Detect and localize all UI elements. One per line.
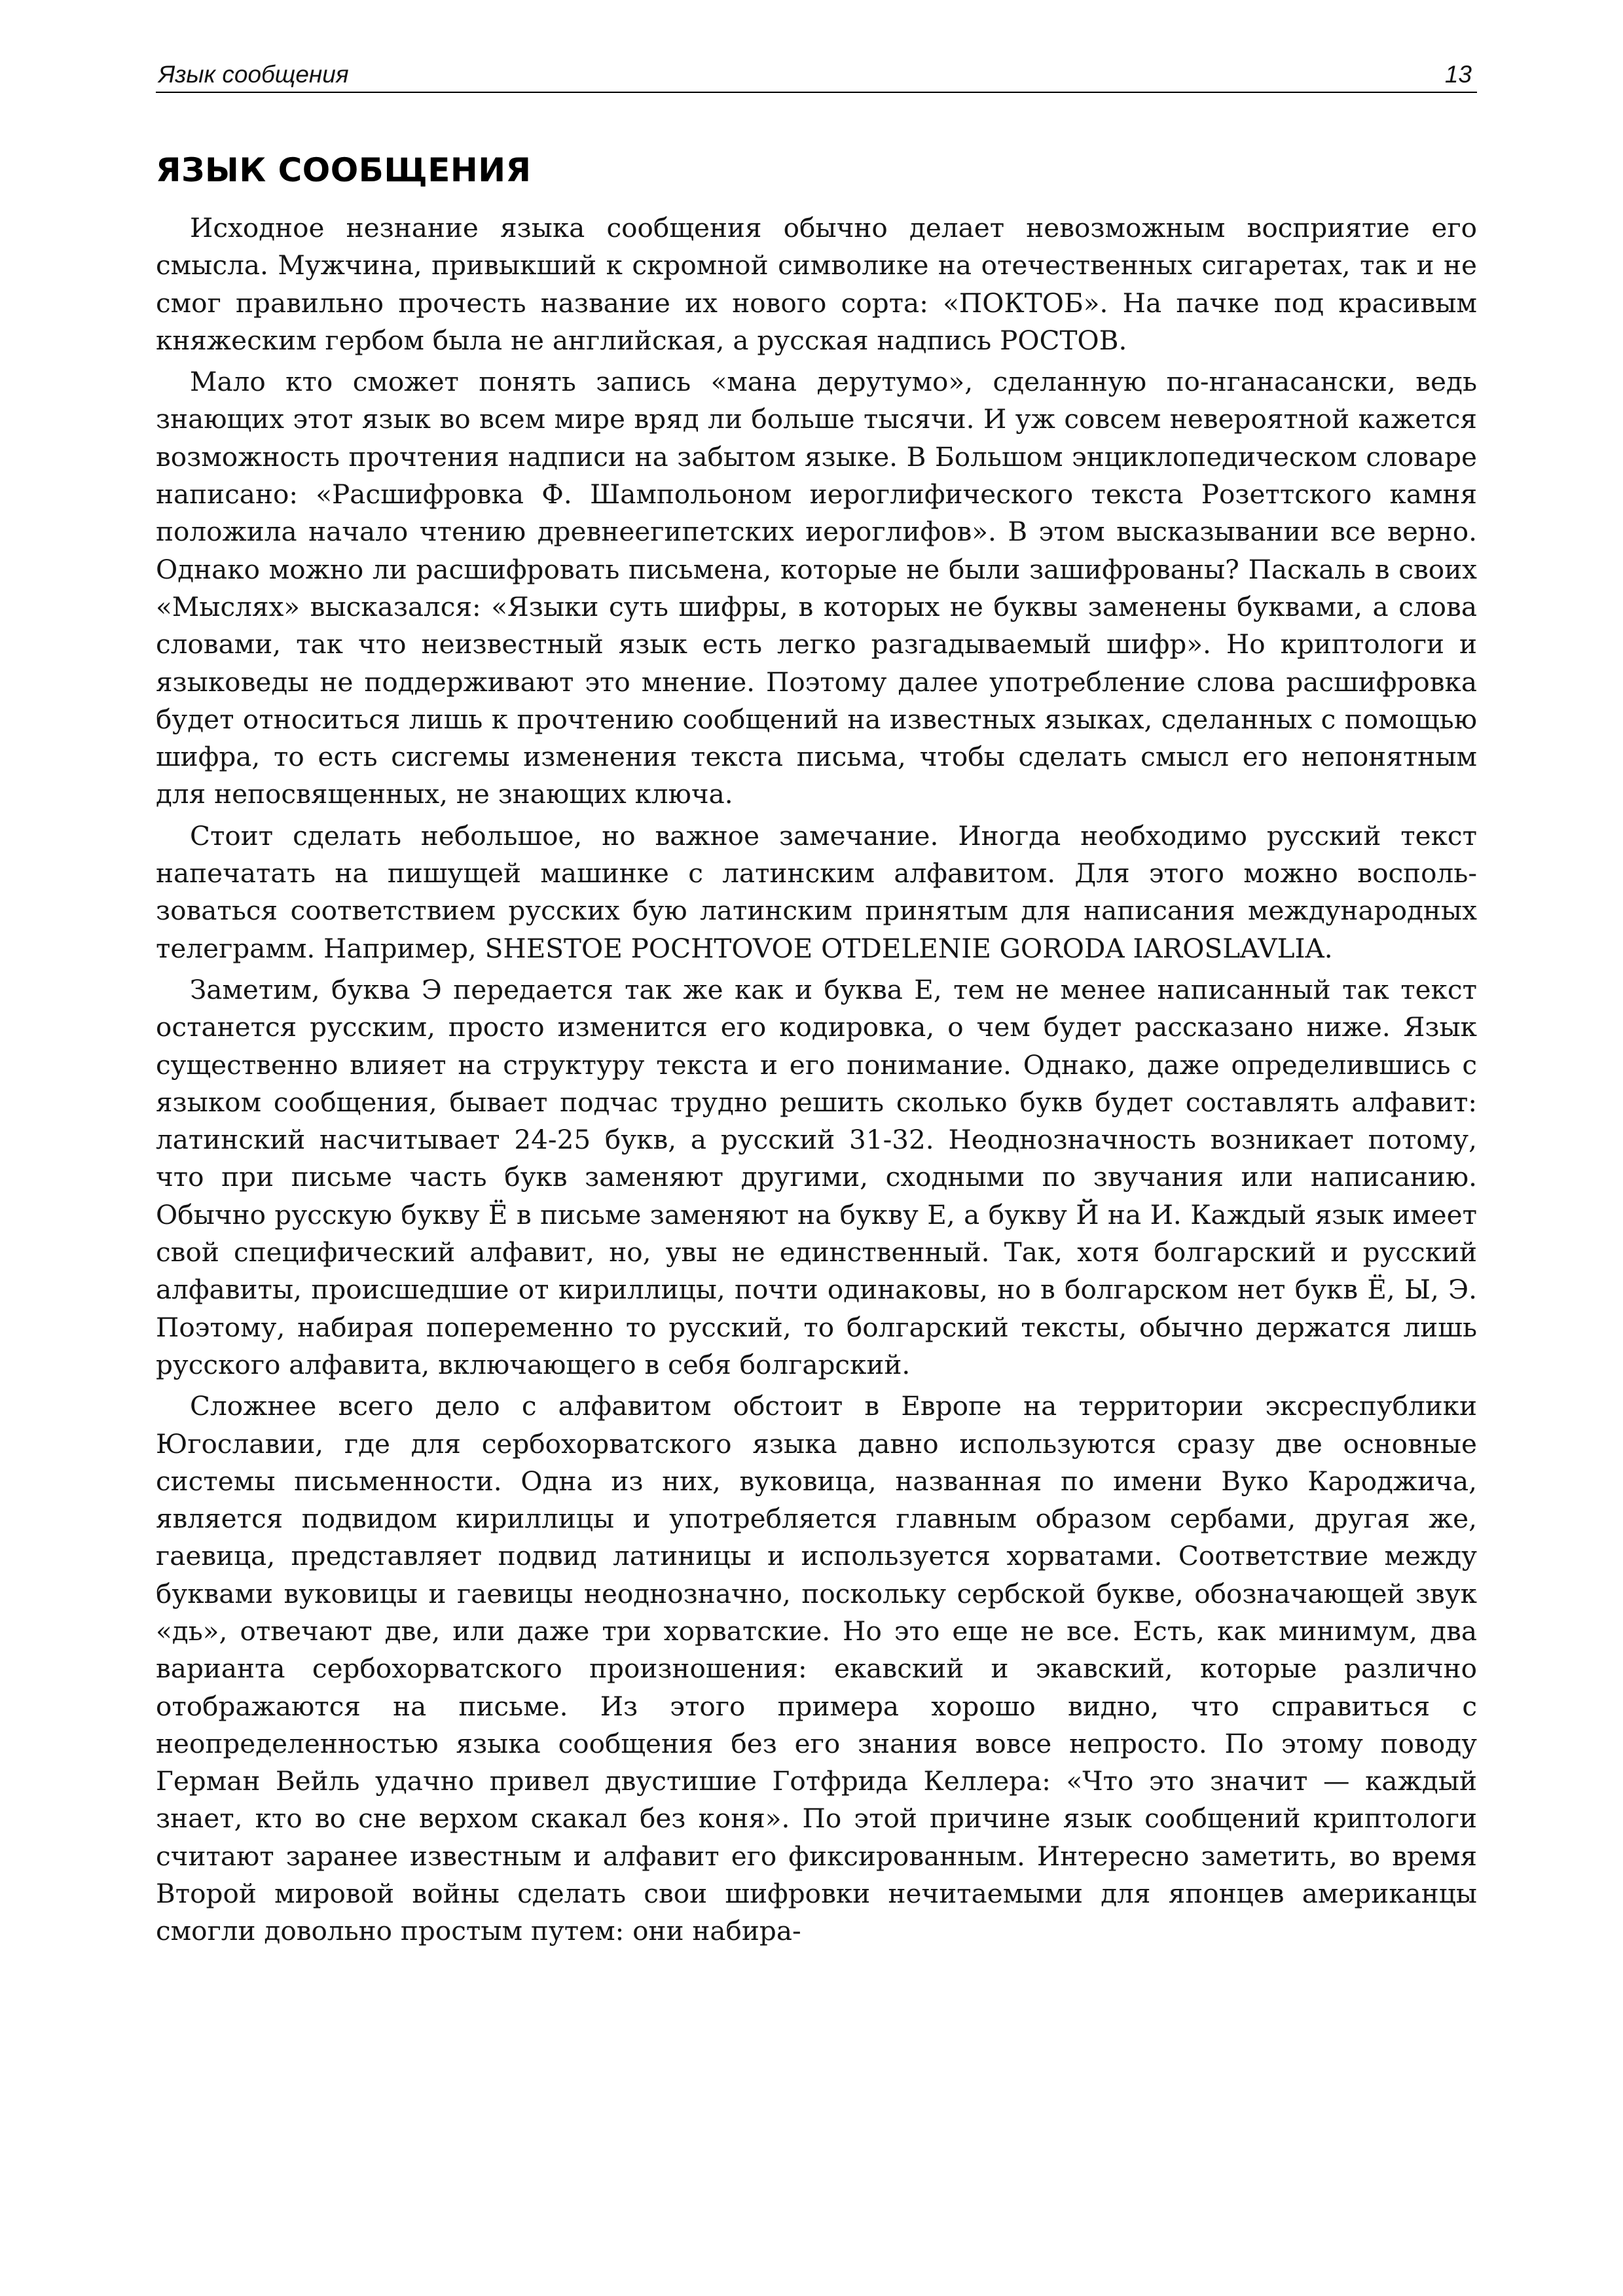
book-page bbox=[156, 0, 1477, 2296]
paragraph: Мало кто сможет понять запись «мана дерутумо», сделанную по-нганасански, ведь знающих этот язык во всем мире вряд ли больше тысячи. И уж совсем невероятной кажется возможность прочтения надписи на забытом языке. В Большом энциклопедическом словаре написано: «Расшифровка Ф. Шампольоном иероглифического текста Розеттского камня положила начало чтению древнеегипетских иероглифов». В этом высказывании все верно. Однако можно ли расшифровать письмена, которые не были зашифрованы? Паскаль в своих «Мыслях» высказался: «Языки суть шифры, в которых не буквы заменены буквами, а слова словами, так что неизвестный язык есть легко разгадываемый шифр». Но криптологи и языковеды не поддерживают это мнение. Поэтому далее употребление слова расшифровка будет относиться лишь к прочтению сообщений на известных языках, сделанных с помощью шифра, то есть сисгемы изменения текста письма, чтобы сделать смысл его непонятным для непосвященных, не знающих ключа. bbox=[156, 366, 1477, 810]
page-number: 13 bbox=[1444, 61, 1472, 88]
running-head-title: Язык сообщения bbox=[158, 61, 349, 88]
section-heading: ЯЗЫК СООБЩЕНИЯ bbox=[156, 151, 532, 189]
paragraph: Сложнее всего дело с алфавитом обстоит в Европе на территории экcреспублики Югославии, где для сербохорватского языка давно используются сразу две основные системы письменности. Одна из них, вуковица, названная по имени Вуко Кароджича, является подвидом кириллицы и употребляется главным образом сербами, другая же, гаевица, представляет подвид латиницы и используется хорватами. Соответствие между буквами вуковицы и гаевицы неоднозначно, поскольку сербской букве, обозначающей звук «дь», отвечают две, или даже три хорватские. Но это еще не все. Есть, как минимум, два варианта сербохорватского произношения: екавский и экавский, которые различно отображаются на письме. Из этого примера хорошо видно, что справиться с неопределенностью языка сообщения без его знания вовсе непросто. По этому поводу Герман Вейль удачно привел двустишие Готфрида Келлера: «Что это значит — каждый знает, кто во сне верхом скакал без коня». По этой причине язык сообщений криптологи считают заранее известным и алфавит его фиксированным. Интересно заметить, во время Второй мировой войны сделать свои шифровки нечитаемыми для японцев американцы смогли довольно простым путем: они набира- bbox=[156, 1390, 1477, 1947]
paragraph: Исходное незнание языка сообщения обычно делает невозможным восприятие его смысла. Мужчина, привыкший к скромной символике на отечественных сигаретах, так и не смог правильно прочесть название их нового сорта: «ПОКТОБ». На пачке под красивым княжеским гербом была не английская, а русская надпись РОСТОВ. bbox=[156, 212, 1477, 356]
paragraph: Заметим, буква Э передается так же как и буква Е, тем не менее написанный так текст останется русским, просто изменится его кодировка, о чем будет рассказано ниже. Язык существенно влияет на структуру текста и его понимание. Однако, даже определившись с языком сообщения, бывает подчас трудно решить сколько букв будет составлять алфавит: латинский насчитывает 24-25 букв, а русский 31-32. Неоднозначность возникает потому, что при письме часть букв заменяют другими, сходными по звучания или написанию. Обычно русскую букву Ё в письме заменяют на букву Е, а букву Й на И. Каждый язык имеет свой специфический алфавит, но, увы не единственный. Так, хотя болгарский и русский алфавиты, происшедшие от кириллицы, почти одинаковы, но в болгарском нет букв Ё, Ы, Э. Поэтому, набирая попеременно то русский, то болгарский тексты, обычно держатся лишь русского алфавита, включающего в себя болгарский. bbox=[156, 973, 1477, 1380]
body-text bbox=[156, 209, 1477, 1954]
paragraph: Стоит сделать небольшое, но важное замечание. Иногда необходимо русский текст напечатать на пишущей машинке с латинским алфавитом. Для этого можно воспользоваться соответствием русских бую латинским принятым для написания международных телеграмм. Например, SHESTOE POCHTOVOE OTDELENIE GORODA IAROSLAVLIA. bbox=[156, 819, 1477, 964]
running-head bbox=[156, 58, 1477, 93]
